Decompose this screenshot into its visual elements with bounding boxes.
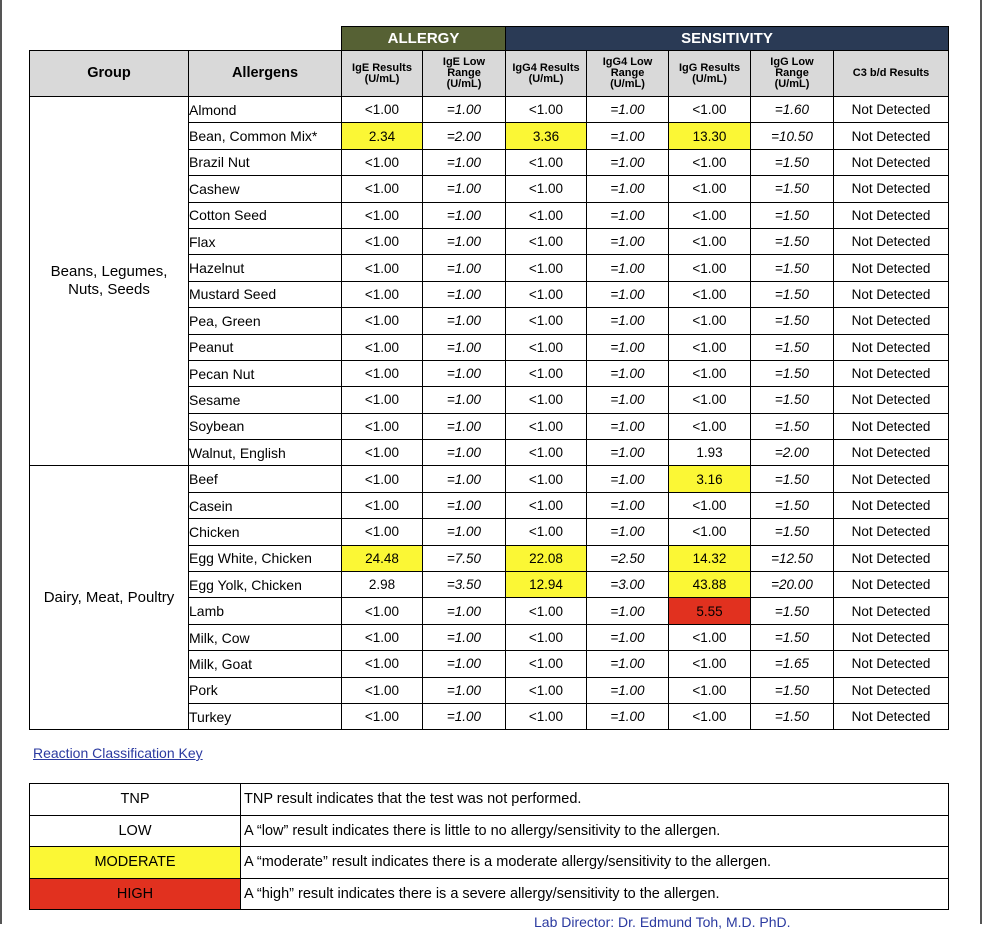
igg4-low-range-cell: =1.00 [587, 387, 669, 413]
allergen-cell: Flax [189, 228, 342, 254]
key-level-tnp: TNP [30, 784, 241, 816]
igg4-result-cell: 3.36 [506, 123, 587, 149]
header-igg-low-range: IgG Low Range (U/mL) [751, 51, 834, 97]
allergy-band: ALLERGY [342, 27, 506, 51]
igg-result-cell: <1.00 [669, 519, 751, 545]
ige-low-range-cell: =1.00 [423, 228, 506, 254]
allergen-cell: Lamb [189, 598, 342, 624]
c3-result-cell: Not Detected [834, 545, 949, 571]
igg4-result-cell: <1.00 [506, 387, 587, 413]
ige-low-range-cell: =1.00 [423, 677, 506, 703]
allergen-cell: Bean, Common Mix* [189, 123, 342, 149]
igg4-low-range-cell: =1.00 [587, 519, 669, 545]
ige-result-cell: <1.00 [342, 281, 423, 307]
igg-result-cell: 1.93 [669, 440, 751, 466]
c3-result-cell: Not Detected [834, 440, 949, 466]
ige-low-range-cell: =1.00 [423, 519, 506, 545]
lab-director-footer: Lab Director: Dr. Edmund Toh, M.D. PhD. [534, 914, 791, 930]
igg4-result-cell: <1.00 [506, 308, 587, 334]
group-cell: Dairy, Meat, Poultry [30, 466, 189, 730]
igg4-low-range-cell: =1.00 [587, 492, 669, 518]
igg-result-cell: <1.00 [669, 334, 751, 360]
c3-result-cell: Not Detected [834, 123, 949, 149]
igg-result-cell: <1.00 [669, 413, 751, 439]
table-row [30, 97, 949, 123]
c3-result-cell: Not Detected [834, 360, 949, 386]
ige-low-range-cell: =1.00 [423, 624, 506, 650]
allergen-cell: Pork [189, 677, 342, 703]
key-description: TNP result indicates that the test was not performed. [241, 784, 949, 816]
igg4-low-range-cell: =1.00 [587, 202, 669, 228]
ige-low-range-cell: =1.00 [423, 149, 506, 175]
igg-result-cell: <1.00 [669, 228, 751, 254]
igg-low-range-cell: =1.50 [751, 466, 834, 492]
igg4-result-cell: <1.00 [506, 413, 587, 439]
igg-low-range-cell: =1.50 [751, 677, 834, 703]
header-igg4-low-range: IgG4 Low Range (U/mL) [587, 51, 669, 97]
igg4-low-range-cell: =1.00 [587, 598, 669, 624]
c3-result-cell: Not Detected [834, 677, 949, 703]
c3-result-cell: Not Detected [834, 228, 949, 254]
igg-result-cell: 43.88 [669, 572, 751, 598]
key-level-moderate: MODERATE [30, 847, 241, 879]
key-description: A “moderate” result indicates there is a moderate allergy/sensitivity to the allergen. [241, 847, 949, 879]
igg4-result-cell: <1.00 [506, 624, 587, 650]
allergen-cell: Egg White, Chicken [189, 545, 342, 571]
c3-result-cell: Not Detected [834, 387, 949, 413]
igg-low-range-cell: =12.50 [751, 545, 834, 571]
allergen-cell: Sesame [189, 387, 342, 413]
igg-low-range-cell: =1.50 [751, 519, 834, 545]
igg-low-range-cell: =1.50 [751, 387, 834, 413]
allergen-cell: Brazil Nut [189, 149, 342, 175]
igg-low-range-cell: =2.00 [751, 440, 834, 466]
results-table [29, 26, 949, 730]
igg4-low-range-cell: =1.00 [587, 255, 669, 281]
ige-low-range-cell: =1.00 [423, 598, 506, 624]
ige-result-cell: <1.00 [342, 149, 423, 175]
ige-result-cell: <1.00 [342, 176, 423, 202]
allergen-cell: Walnut, English [189, 440, 342, 466]
igg-result-cell: <1.00 [669, 176, 751, 202]
igg-result-cell: <1.00 [669, 703, 751, 729]
c3-result-cell: Not Detected [834, 149, 949, 175]
ige-low-range-cell: =1.00 [423, 255, 506, 281]
igg4-result-cell: 22.08 [506, 545, 587, 571]
igg-low-range-cell: =1.50 [751, 624, 834, 650]
reaction-key-table [29, 783, 949, 910]
header-igg4-results: IgG4 Results (U/mL) [506, 51, 587, 97]
igg-low-range-cell: =20.00 [751, 572, 834, 598]
igg4-low-range-cell: =1.00 [587, 334, 669, 360]
c3-result-cell: Not Detected [834, 255, 949, 281]
igg-low-range-cell: =1.60 [751, 97, 834, 123]
igg4-low-range-cell: =1.00 [587, 677, 669, 703]
group-cell: Beans, Legumes, Nuts, Seeds [30, 97, 189, 466]
allergen-cell: Casein [189, 492, 342, 518]
allergen-cell: Milk, Cow [189, 624, 342, 650]
igg4-result-cell: <1.00 [506, 466, 587, 492]
igg4-low-range-cell: =1.00 [587, 360, 669, 386]
allergen-cell: Beef [189, 466, 342, 492]
ige-result-cell: 2.34 [342, 123, 423, 149]
key-row [30, 784, 949, 816]
igg4-low-range-cell: =1.00 [587, 624, 669, 650]
igg-low-range-cell: =10.50 [751, 123, 834, 149]
c3-result-cell: Not Detected [834, 572, 949, 598]
igg-result-cell: 5.55 [669, 598, 751, 624]
igg-result-cell: <1.00 [669, 281, 751, 307]
key-level-high: HIGH [30, 878, 241, 910]
allergen-cell: Chicken [189, 519, 342, 545]
igg-result-cell: <1.00 [669, 149, 751, 175]
ige-low-range-cell: =1.00 [423, 97, 506, 123]
ige-result-cell: <1.00 [342, 440, 423, 466]
header-group: Group [30, 51, 189, 97]
igg4-low-range-cell: =3.00 [587, 572, 669, 598]
allergen-cell: Peanut [189, 334, 342, 360]
ige-low-range-cell: =1.00 [423, 308, 506, 334]
igg4-result-cell: <1.00 [506, 703, 587, 729]
igg-result-cell: <1.00 [669, 492, 751, 518]
c3-result-cell: Not Detected [834, 703, 949, 729]
ige-result-cell: <1.00 [342, 703, 423, 729]
igg-low-range-cell: =1.50 [751, 492, 834, 518]
igg-low-range-cell: =1.50 [751, 413, 834, 439]
igg-low-range-cell: =1.50 [751, 703, 834, 729]
igg4-result-cell: <1.00 [506, 440, 587, 466]
igg4-result-cell: 12.94 [506, 572, 587, 598]
igg4-low-range-cell: =1.00 [587, 97, 669, 123]
igg4-low-range-cell: =1.00 [587, 466, 669, 492]
ige-result-cell: 24.48 [342, 545, 423, 571]
igg4-result-cell: <1.00 [506, 334, 587, 360]
igg4-low-range-cell: =1.00 [587, 149, 669, 175]
allergen-cell: Soybean [189, 413, 342, 439]
ige-result-cell: <1.00 [342, 598, 423, 624]
ige-low-range-cell: =1.00 [423, 202, 506, 228]
ige-result-cell: <1.00 [342, 677, 423, 703]
igg4-result-cell: <1.00 [506, 651, 587, 677]
ige-result-cell: <1.00 [342, 202, 423, 228]
c3-result-cell: Not Detected [834, 624, 949, 650]
ige-result-cell: <1.00 [342, 228, 423, 254]
igg-low-range-cell: =1.50 [751, 334, 834, 360]
igg-result-cell: <1.00 [669, 387, 751, 413]
ige-result-cell: <1.00 [342, 466, 423, 492]
ige-result-cell: 2.98 [342, 572, 423, 598]
ige-low-range-cell: =2.00 [423, 123, 506, 149]
igg4-low-range-cell: =1.00 [587, 440, 669, 466]
c3-result-cell: Not Detected [834, 492, 949, 518]
igg4-result-cell: <1.00 [506, 492, 587, 518]
c3-result-cell: Not Detected [834, 334, 949, 360]
igg-low-range-cell: =1.50 [751, 228, 834, 254]
igg-low-range-cell: =1.50 [751, 176, 834, 202]
ige-low-range-cell: =1.00 [423, 176, 506, 202]
igg-result-cell: 3.16 [669, 466, 751, 492]
igg-low-range-cell: =1.50 [751, 598, 834, 624]
allergen-cell: Cotton Seed [189, 202, 342, 228]
allergen-cell: Egg Yolk, Chicken [189, 572, 342, 598]
ige-result-cell: <1.00 [342, 308, 423, 334]
igg4-result-cell: <1.00 [506, 677, 587, 703]
igg-result-cell: <1.00 [669, 360, 751, 386]
key-row [30, 878, 949, 910]
igg-low-range-cell: =1.50 [751, 149, 834, 175]
igg4-result-cell: <1.00 [506, 97, 587, 123]
page-border-left [0, 0, 2, 924]
header-ige-low-range: IgE Low Range (U/mL) [423, 51, 506, 97]
ige-result-cell: <1.00 [342, 492, 423, 518]
ige-result-cell: <1.00 [342, 413, 423, 439]
igg-result-cell: 13.30 [669, 123, 751, 149]
ige-result-cell: <1.00 [342, 360, 423, 386]
igg4-result-cell: <1.00 [506, 202, 587, 228]
ige-result-cell: <1.00 [342, 387, 423, 413]
ige-low-range-cell: =1.00 [423, 360, 506, 386]
header-ige-results: IgE Results (U/mL) [342, 51, 423, 97]
igg4-result-cell: <1.00 [506, 255, 587, 281]
c3-result-cell: Not Detected [834, 519, 949, 545]
igg4-low-range-cell: =2.50 [587, 545, 669, 571]
igg-result-cell: <1.00 [669, 308, 751, 334]
ige-low-range-cell: =1.00 [423, 413, 506, 439]
ige-low-range-cell: =1.00 [423, 281, 506, 307]
page-border-right [980, 0, 982, 924]
igg-low-range-cell: =1.50 [751, 360, 834, 386]
ige-low-range-cell: =1.00 [423, 466, 506, 492]
igg4-result-cell: <1.00 [506, 519, 587, 545]
key-row [30, 815, 949, 847]
igg4-result-cell: <1.00 [506, 176, 587, 202]
reaction-key-link[interactable]: Reaction Classification Key [33, 745, 203, 761]
key-description: A “high” result indicates there is a severe allergy/sensitivity to the allergen. [241, 878, 949, 910]
allergen-cell: Pea, Green [189, 308, 342, 334]
igg-low-range-cell: =1.50 [751, 202, 834, 228]
igg-result-cell: <1.00 [669, 677, 751, 703]
igg4-result-cell: <1.00 [506, 149, 587, 175]
c3-result-cell: Not Detected [834, 176, 949, 202]
igg-result-cell: <1.00 [669, 202, 751, 228]
c3-result-cell: Not Detected [834, 598, 949, 624]
key-level-low: LOW [30, 815, 241, 847]
igg-result-cell: 14.32 [669, 545, 751, 571]
key-description: A “low” result indicates there is little to no allergy/sensitivity to the allergen. [241, 815, 949, 847]
igg4-result-cell: <1.00 [506, 360, 587, 386]
igg-low-range-cell: =1.50 [751, 281, 834, 307]
igg-result-cell: <1.00 [669, 624, 751, 650]
ige-result-cell: <1.00 [342, 519, 423, 545]
igg-result-cell: <1.00 [669, 651, 751, 677]
igg-result-cell: <1.00 [669, 97, 751, 123]
header-allergens: Allergens [189, 51, 342, 97]
allergen-cell: Pecan Nut [189, 360, 342, 386]
allergen-cell: Almond [189, 97, 342, 123]
igg4-low-range-cell: =1.00 [587, 123, 669, 149]
c3-result-cell: Not Detected [834, 97, 949, 123]
igg-low-range-cell: =1.50 [751, 255, 834, 281]
igg4-low-range-cell: =1.00 [587, 308, 669, 334]
igg-low-range-cell: =1.65 [751, 651, 834, 677]
igg4-low-range-cell: =1.00 [587, 228, 669, 254]
igg-low-range-cell: =1.50 [751, 308, 834, 334]
ige-result-cell: <1.00 [342, 334, 423, 360]
igg4-low-range-cell: =1.00 [587, 413, 669, 439]
igg-result-cell: <1.00 [669, 255, 751, 281]
sensitivity-band: SENSITIVITY [506, 27, 949, 51]
allergen-cell: Mustard Seed [189, 281, 342, 307]
c3-result-cell: Not Detected [834, 413, 949, 439]
ige-low-range-cell: =1.00 [423, 651, 506, 677]
igg4-result-cell: <1.00 [506, 598, 587, 624]
igg4-low-range-cell: =1.00 [587, 703, 669, 729]
allergen-cell: Hazelnut [189, 255, 342, 281]
key-row [30, 847, 949, 879]
ige-result-cell: <1.00 [342, 255, 423, 281]
ige-low-range-cell: =7.50 [423, 545, 506, 571]
allergen-cell: Turkey [189, 703, 342, 729]
ige-result-cell: <1.00 [342, 97, 423, 123]
ige-low-range-cell: =1.00 [423, 387, 506, 413]
igg4-low-range-cell: =1.00 [587, 176, 669, 202]
igg4-result-cell: <1.00 [506, 228, 587, 254]
ige-low-range-cell: =1.00 [423, 492, 506, 518]
c3-result-cell: Not Detected [834, 202, 949, 228]
igg4-low-range-cell: =1.00 [587, 651, 669, 677]
header-c3-results: C3 b/d Results [834, 51, 949, 97]
band-spacer [30, 27, 342, 51]
allergen-cell: Milk, Goat [189, 651, 342, 677]
ige-low-range-cell: =1.00 [423, 334, 506, 360]
c3-result-cell: Not Detected [834, 651, 949, 677]
table-row [30, 466, 949, 492]
ige-low-range-cell: =3.50 [423, 572, 506, 598]
ige-low-range-cell: =1.00 [423, 440, 506, 466]
ige-result-cell: <1.00 [342, 651, 423, 677]
allergen-cell: Cashew [189, 176, 342, 202]
ige-low-range-cell: =1.00 [423, 703, 506, 729]
igg4-low-range-cell: =1.00 [587, 281, 669, 307]
igg4-result-cell: <1.00 [506, 281, 587, 307]
c3-result-cell: Not Detected [834, 281, 949, 307]
c3-result-cell: Not Detected [834, 308, 949, 334]
ige-result-cell: <1.00 [342, 624, 423, 650]
c3-result-cell: Not Detected [834, 466, 949, 492]
header-igg-results: IgG Results (U/mL) [669, 51, 751, 97]
